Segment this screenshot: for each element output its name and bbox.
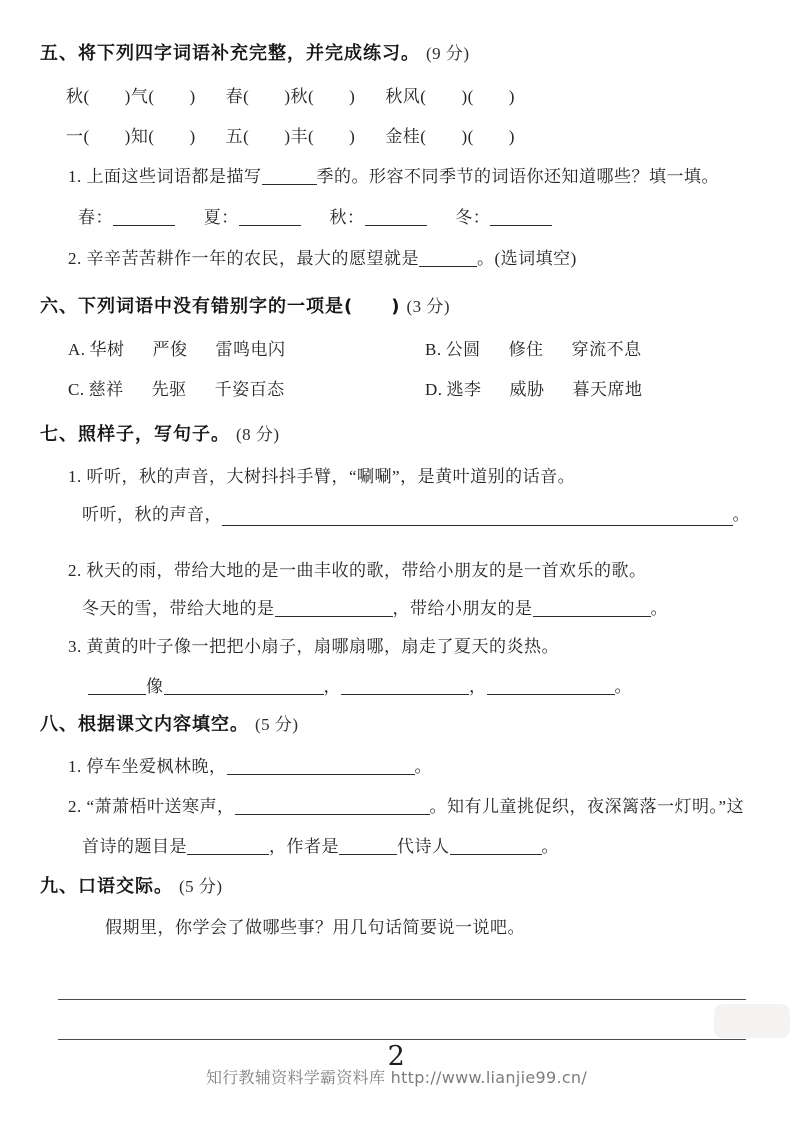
s7-item-2-example (68, 560, 647, 581)
s8-item-2-line-1 (68, 796, 744, 817)
example-sentence: 1. 听听，秋的声音，大树抖抖手臂，“唰唰”，是黄叶道别的话音。 (68, 467, 576, 486)
option-word: 暮天席地 (572, 380, 643, 399)
word-blank-group: 金桂( )( ) (385, 127, 515, 146)
section-7-title-text: 七、照样子，写句子。 (40, 424, 230, 445)
fill-blank (365, 209, 427, 226)
question-text: 2. “萧萧梧叶送寒声， (68, 797, 235, 816)
fill-blank (227, 758, 415, 775)
question-text: ，作者是 (269, 837, 339, 856)
period: 。 (414, 757, 432, 776)
fill-blank (235, 798, 430, 815)
question-text: 。(选词填空) (477, 249, 577, 268)
option-c (68, 379, 285, 400)
question-text: 2. 辛辛苦苦耕作一年的农民，最大的愿望就是 (68, 249, 419, 268)
period: 。 (614, 677, 632, 696)
season-group (78, 208, 175, 227)
example-sentence: 2. 秋天的雨，带给大地的是一曲丰收的歌，带给小朋友的是一首欢乐的歌。 (68, 561, 647, 580)
season-label: 夏： (203, 208, 239, 227)
s5-word-row-2 (66, 126, 515, 147)
section-8-score: (5 分) (255, 715, 299, 734)
fill-blank (341, 678, 469, 695)
section-6-title-text: 六、下列词语中没有错别字的一项是( ) (40, 296, 401, 317)
s7-item-3-example (68, 636, 559, 657)
option-word: 雷鸣电闪 (215, 340, 286, 359)
section-9-title (40, 876, 223, 899)
fill-blank (450, 838, 542, 855)
fill-blank (533, 600, 651, 617)
prompt-text: 假期里，你学会了做哪些事？用几句话简要说一说吧。 (105, 918, 525, 937)
word-blank-group: 秋( )气( ) (66, 87, 196, 106)
option-word: 华树 (89, 340, 125, 359)
section-7-score: (8 分) (236, 425, 280, 444)
answer-middle: ，带给小朋友的是 (392, 599, 533, 618)
example-sentence: 3. 黄黄的叶子像一把把小扇子，扇哪扇哪，扇走了夏天的炎热。 (68, 637, 559, 656)
s5-word-row-1 (66, 86, 515, 107)
season-group (455, 208, 552, 227)
fill-blank (113, 209, 175, 226)
fill-blank (164, 678, 324, 695)
word-blank-group: 春( )秋( ) (225, 87, 356, 106)
s6-option-row-2 (68, 379, 768, 400)
watermark-badge (714, 1004, 790, 1038)
s8-item-2-line-2 (82, 836, 559, 857)
option-d (425, 379, 643, 400)
question-text: 代诗人 (397, 837, 450, 856)
option-word: 千姿百态 (214, 380, 285, 399)
word-blank-group: 五( )丰( ) (225, 127, 356, 146)
s7-item-1-answer (82, 504, 750, 526)
option-b (425, 339, 642, 360)
s6-option-row-1 (68, 339, 768, 360)
fill-blank (222, 509, 733, 526)
question-text: 。知有儿童挑促织，夜深篱落一灯明。”这 (429, 797, 745, 816)
option-word: 威胁 (509, 380, 545, 399)
answer-prefix: 听听，秋的声音， (82, 505, 222, 524)
section-9-score: (5 分) (179, 877, 223, 896)
writing-line (58, 999, 746, 1000)
section-6-score: (3 分) (406, 297, 451, 316)
option-word: 公圆 (445, 340, 481, 359)
fill-blank (88, 678, 146, 695)
s7-item-1-example (68, 466, 575, 487)
option-word: 严俊 (152, 340, 188, 359)
answer-prefix: 冬天的雪，带给大地的是 (82, 599, 275, 618)
fill-blank (490, 209, 552, 226)
option-word: 逃李 (446, 380, 482, 399)
fill-blank (262, 168, 317, 185)
question-text: 1. 上面这些词语都是描写 (68, 167, 262, 186)
option-label: A. (68, 340, 86, 359)
s5-seasons-row (78, 207, 576, 228)
fill-blank (419, 250, 477, 267)
option-word: 慈祥 (88, 380, 124, 399)
season-label: 春： (78, 208, 113, 227)
option-label: D. (425, 380, 443, 399)
section-7-title (40, 424, 280, 447)
option-label: C. (68, 380, 85, 399)
section-5-title (40, 43, 470, 66)
option-label: B. (425, 340, 442, 359)
s5-item-1 (68, 166, 719, 187)
s8-item-1 (68, 756, 432, 777)
section-5-score: (9 分) (426, 44, 470, 63)
fill-blank (487, 678, 615, 695)
question-text: 首诗的题目是 (82, 837, 187, 856)
fill-blank (275, 600, 393, 617)
option-word: 先驱 (151, 380, 187, 399)
s5-item-2 (68, 248, 577, 269)
section-6-title (40, 296, 450, 319)
fill-blank (187, 838, 269, 855)
question-text: 1. 停车坐爱枫林晚， (68, 757, 227, 776)
footer-text: 知行教辅资料学霸资料库 http://www.lianjie99.cn/ (205, 1068, 588, 1087)
s7-item-3-answer (88, 676, 632, 697)
season-label: 秋： (329, 208, 365, 227)
word-blank-group: 秋风( )( ) (385, 87, 515, 106)
word-blank-group: 一( )知( ) (66, 127, 196, 146)
s7-item-2-answer (82, 598, 668, 619)
answer-word-like: 像 (146, 677, 164, 696)
season-label: 冬： (455, 208, 491, 227)
comma: ， (323, 677, 341, 696)
page-number: 2 (387, 1041, 406, 1072)
season-group (330, 208, 427, 227)
question-text: 季的。形容不同季节的词语你还知道哪些？填一填。 (316, 167, 719, 186)
option-word: 修住 (508, 340, 544, 359)
option-a (68, 339, 286, 360)
season-group (204, 208, 301, 227)
section-5-title-text: 五、将下列四字词语补充完整，并完成练习。 (40, 43, 420, 64)
fill-blank (339, 838, 397, 855)
option-word: 穿流不息 (571, 340, 642, 359)
period: 。 (650, 599, 668, 618)
s9-prompt (105, 917, 525, 938)
fill-blank (239, 209, 301, 226)
section-8-title (40, 714, 299, 737)
section-9-title-text: 九、口语交际。 (40, 876, 173, 897)
comma: ， (469, 677, 487, 696)
section-8-title-text: 八、根据课文内容填空。 (40, 714, 249, 735)
period: 。 (541, 837, 559, 856)
period: 。 (732, 505, 750, 524)
